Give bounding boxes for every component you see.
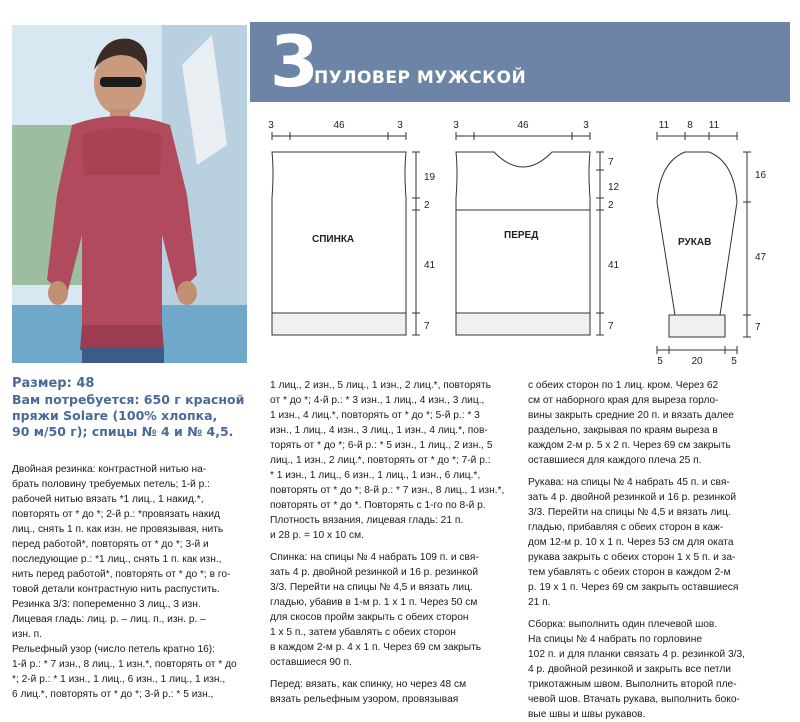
c1-line: рабочей нитью вязать *1 лиц., 1 накид.*, [12, 494, 204, 505]
c2-line: 1 лиц., 2 изн., 5 лиц., 1 изн., 2 лиц.*, повторять [270, 380, 491, 391]
c2-line: 3/3. Перейти на спицы № 4,5 и вязать лиц. [270, 582, 473, 593]
front-dim-side-2: 12 [608, 182, 620, 193]
c3-line: 4 р. двойной резинкой и закрыть все петли [528, 664, 732, 675]
c3-line: р. 19 х 1 п. Через 69 см закрыть оставшиеся [528, 582, 739, 593]
back-dim-side-3: 41 [424, 260, 436, 271]
c2-line: * 1 изн., 1 лиц., 6 изн., 1 лиц., 1 изн., 6 лиц.*, [270, 470, 481, 481]
c1-line: 1-й р.: * 7 изн., 8 лиц., 1 изн.*, повторять от * до [12, 659, 237, 670]
c2-line: лиц., 1 изн., 2 лиц.*, повторять от * до *; 7-й р.: [270, 455, 491, 466]
sleeve-dim-bottom-middle: 20 [691, 356, 703, 367]
c3-line: с обеих сторон по 1 лиц. кром. Через 62 [528, 380, 719, 391]
instructions-column-1 [12, 462, 248, 702]
c3-line: гладью, прибавляя с обеих сторон в каж- [528, 522, 724, 533]
c1-line: 6 лиц.*, повторять от * до *; 3-й р.: * 5 изн., [12, 689, 214, 700]
instructions-column-3 [528, 378, 774, 722]
sleeve-dim-side-2: 47 [755, 252, 767, 263]
c3-line: 3/3. Перейти на спицы № 4,5 и вязать лиц. [528, 507, 731, 518]
back-dim-top-left: 3 [268, 120, 274, 131]
c2-line: в каждом 2-м р. 4 х 1 п. Через 69 см закрыть [270, 642, 482, 653]
c2-line: повторять от * до *; 8-й р.: * 7 изн., 8 лиц., 1 изн.*, [270, 485, 505, 496]
c3-line: см от наборного края для выреза горло- [528, 395, 719, 406]
c1-line: *; 2-й р.: * 1 изн., 1 лиц., 6 изн., 1 лиц., 1 изн., [12, 674, 226, 685]
c2-line: и 28 р. = 10 х 10 см. [270, 530, 364, 541]
c2-line: Спинка: на спицы № 4 набрать 109 п. и свя- [270, 552, 479, 563]
c1-line: лиц., снять 1 п. как изн. не провязывая, нить [12, 524, 224, 535]
back-dim-top-middle: 46 [333, 120, 345, 131]
c3-line: Рукава: на спицы № 4 набрать 45 п. и свя- [528, 477, 730, 488]
sleeve-dim-top-right: 11 [708, 120, 720, 131]
title-banner [250, 22, 790, 102]
c3-line: Сборка: выполнить один плечевой шов. [528, 619, 718, 630]
c2-line: торять от * до *; 6-й р.: * 5 изн., 1 лиц., 2 изн., 5 [270, 440, 493, 451]
c3-line: На спицы № 4 набрать по горловине [528, 634, 703, 645]
c2-line: от * до *; 4-й р.: * 3 изн., 1 лиц., 4 изн., 3 лиц., [270, 395, 485, 406]
front-dim-side-3: 2 [608, 200, 614, 211]
back-dim-side-4: 7 [424, 321, 430, 332]
materials-line-2: пряжи Solare (100% хлопка, [12, 408, 218, 423]
c1-line: Лицевая гладь: лиц. р. – лиц. п., изн. р. – [12, 614, 206, 625]
pattern-schematics [250, 110, 790, 370]
c3-line: тем убавлять с обеих сторон в каждом 2-м [528, 567, 731, 578]
c3-line: рукава закрыть с обеих сторон 1 х 5 п. и за- [528, 552, 736, 563]
sleeve-dim-bottom-right: 5 [731, 356, 737, 367]
c2-line: изн., 1 лиц., 4 изн., 3 лиц., 1 изн., 4 лиц.*, пов- [270, 425, 488, 436]
c3-line: зать 4 р. двойной резинкой и 16 р. резинкой [528, 492, 737, 503]
front-dim-top-right: 3 [583, 120, 589, 131]
man-in-red-sweater-illustration [12, 25, 247, 363]
c2-line: зать 4 р. двойной резинкой и 16 р. резинкой [270, 567, 479, 578]
back-label: СПИНКА [312, 234, 355, 245]
c1-line: Резинка 3/3: попеременно 3 лиц., 3 изн. [12, 599, 201, 610]
c3-line: оставшиеся для каждого плеча 25 п. [528, 455, 702, 466]
c3-line: дом 12-м р. 10 х 1 п. Через 53 см для оката [528, 537, 734, 548]
sleeve-dim-side-1: 16 [755, 170, 767, 181]
c3-line: чевой шов. Втачать рукава, выполнить боко- [528, 694, 740, 705]
front-dim-side-4: 41 [608, 260, 620, 271]
c1-line: товой детали контрастную нить распустить. [12, 584, 220, 595]
c2-line: оставшиеся 90 п. [270, 657, 352, 668]
c3-line: раздельно, закрывая по краям выреза в [528, 425, 718, 436]
c1-line: брать половину требуемых петель; 1-й р.: [12, 479, 211, 490]
c3-line: каждом 2-м р. 5 х 2 п. Через 69 см закрыть [528, 440, 731, 451]
materials-line-3: 90 м/50 г); спицы № 4 и № 4,5. [12, 424, 234, 439]
c2-line: гладью, убавив в 1-м р. 1 х 1 п. Через 50 см [270, 597, 478, 608]
back-dim-side-2: 2 [424, 200, 430, 211]
back-dim-top-right: 3 [397, 120, 403, 131]
sleeve-dim-top-middle: 8 [687, 120, 693, 131]
back-dim-side-1: 19 [424, 172, 436, 183]
c2-line: вязать рельефным узором, провязывая [270, 694, 459, 705]
c3-line: 102 п. и для планки связать 4 р. резинкой 3/3, [528, 649, 745, 660]
sleeve-dim-top-left: 11 [658, 120, 670, 131]
c2-line: 1 х 5 п., затем убавлять с обеих сторон [270, 627, 456, 638]
materials-line-1: Вам потребуется: 650 г красной [12, 392, 245, 407]
c2-line: повторять от * до *. Повторять с 1-го по 8-й р. [270, 500, 486, 511]
c2-line: Плотность вязания, лицевая гладь: 21 п. [270, 515, 464, 526]
c1-line: нить перед работой*, повторять от * до *; в го- [12, 569, 231, 580]
c3-line: вины закрыть средние 20 п. и вязать далее [528, 410, 734, 421]
sleeve-label: РУКАВ [678, 237, 712, 248]
front-dim-side-5: 7 [608, 321, 614, 332]
front-dim-side-1: 7 [608, 157, 614, 168]
materials-block [12, 376, 252, 440]
model-photo [12, 25, 247, 363]
pattern-title: ПУЛОВЕР МУЖСКОЙ [314, 68, 527, 88]
pattern-number: 3 [270, 21, 319, 103]
c2-line: 1 изн., 4 лиц.*, повторять от * до *; 5-й р.: * 3 [270, 410, 480, 421]
c1-line: Рельефный узор (число петель кратно 16): [12, 644, 216, 655]
c2-line: Перед: вязать, как спинку, но через 48 см [270, 679, 467, 690]
c1-line: повторять от * до *; 2-й р.: *провязать накид [12, 509, 220, 520]
c1-line: перед работой*, повторять от * до *; 3-й и [12, 539, 209, 550]
c1-line: изн. п. [12, 629, 42, 640]
front-label: ПЕРЕД [504, 230, 539, 241]
c3-line: трикотажным швом. Выполнить второй пле- [528, 679, 737, 690]
sleeve-dim-bottom-left: 5 [657, 356, 663, 367]
c1-line: Двойная резинка: контрастной нитью на- [12, 464, 207, 475]
c1-line: последующие р.: *1 лиц., снять 1 п. как изн., [12, 554, 222, 565]
sleeve-dim-side-3: 7 [755, 322, 761, 333]
c3-line: 21 п. [528, 597, 551, 608]
c2-line: для скосов пройм закрыть с обеих сторон [270, 612, 469, 623]
front-dim-top-left: 3 [453, 120, 459, 131]
front-dim-top-middle: 46 [517, 120, 529, 131]
c3-line: вые швы и швы рукавов. [528, 709, 646, 720]
size-line: Размер: 48 [12, 376, 95, 391]
instructions-column-2 [270, 378, 508, 707]
